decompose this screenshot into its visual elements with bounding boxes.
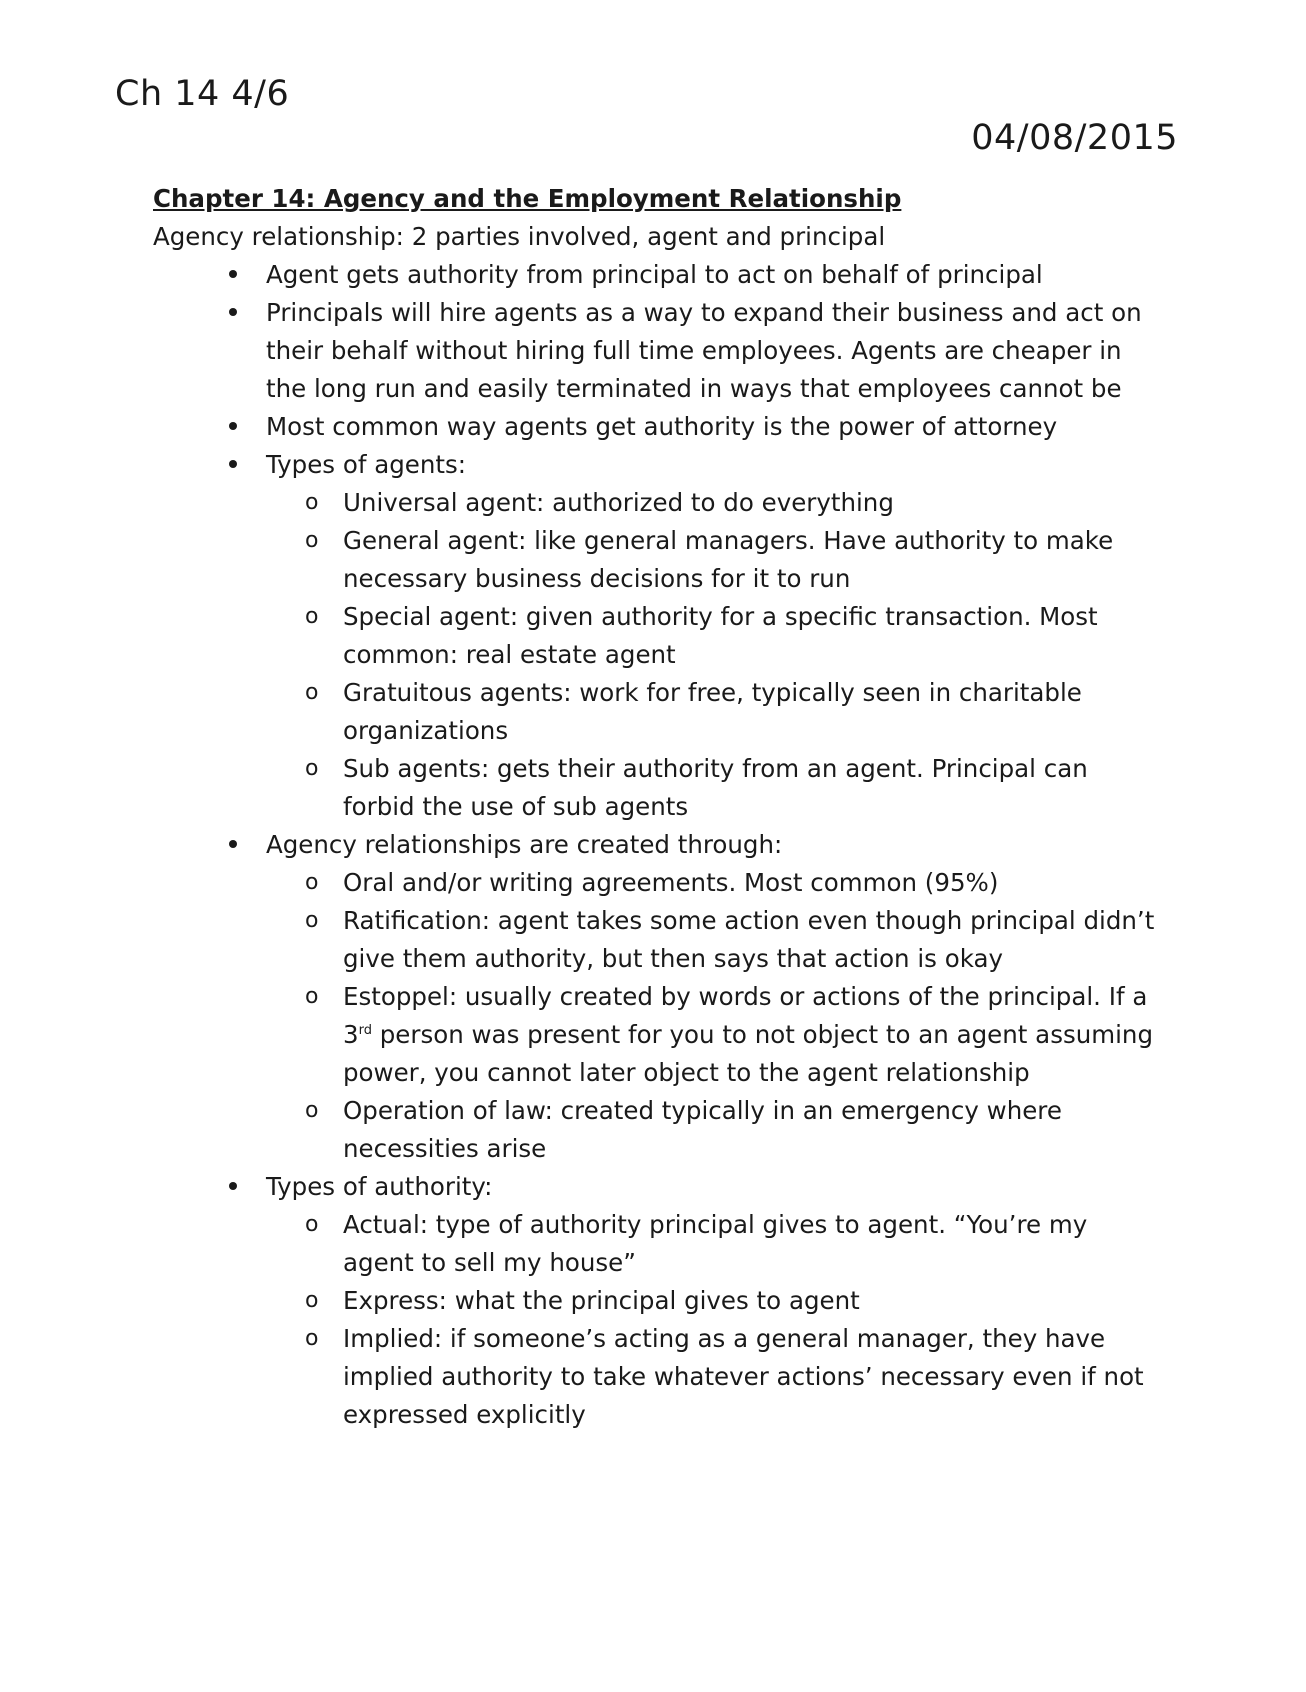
estoppel-text-start: Estoppel: usually created by words or actions of the principal. If a 3: [343, 982, 1148, 1049]
page-date: 04/08/2015: [971, 118, 1178, 158]
list-item-text: Principals will hire agents as a way to expand their business and act on their behalf without hiring full time employees. Agents are cheaper in the long run and easily terminated in ways that employees cannot be: [266, 298, 1142, 403]
sub-list-item: [305, 598, 1163, 674]
sub-list-item: [305, 1206, 1163, 1282]
circle-bullet-icon: o: [305, 1098, 319, 1123]
sub-list-item-text: Universal agent: authorized to do everything: [343, 488, 894, 517]
sub-list-item: [305, 674, 1163, 750]
sub-list-item-text: Ratification: agent takes some action even though principal didn’t give them authority, but then says that action is okay: [343, 906, 1155, 973]
list-item: [266, 826, 1163, 1168]
list-item-text: Agent gets authority from principal to act on behalf of principal: [266, 260, 1043, 289]
list-item: [266, 256, 1163, 294]
list-item: [266, 408, 1163, 446]
sub-list: [266, 484, 1163, 826]
circle-bullet-icon: o: [305, 1212, 319, 1237]
bullet-icon: [228, 826, 238, 864]
bullet-list: [153, 256, 1163, 1434]
ordinal-suffix: rd: [358, 1022, 372, 1038]
sub-list-item-text: Special agent: given authority for a specific transaction. Most common: real estate agent: [343, 602, 1098, 669]
sub-list-item: [305, 978, 1163, 1092]
sub-list-item: [305, 864, 1163, 902]
list-item: [266, 1168, 1163, 1434]
circle-bullet-icon: o: [305, 490, 319, 515]
sub-list-item: [305, 484, 1163, 522]
list-item: [266, 294, 1163, 408]
circle-bullet-icon: o: [305, 756, 319, 781]
chapter-title: Chapter 14: Agency and the Employment Relationship: [153, 184, 902, 213]
estoppel-text-end: person was present for you to not object to an agent assuming power, you cannot later object to the agent relationship: [343, 1020, 1154, 1087]
sub-list-item-text: [343, 982, 1153, 1087]
sub-list-item-text: Actual: type of authority principal gives to agent. “You’re my agent to sell my house”: [343, 1210, 1088, 1277]
sub-list-item-text: General agent: like general managers. Have authority to make necessary business decisions for it to run: [343, 526, 1114, 593]
circle-bullet-icon: o: [305, 680, 319, 705]
sub-list-item-text: Sub agents: gets their authority from an agent. Principal can forbid the use of sub agents: [343, 754, 1088, 821]
circle-bullet-icon: o: [305, 604, 319, 629]
sub-list-item-text: Operation of law: created typically in an emergency where necessities arise: [343, 1096, 1062, 1163]
circle-bullet-icon: o: [305, 1288, 319, 1313]
bullet-icon: [228, 446, 238, 484]
list-item: [266, 446, 1163, 826]
circle-bullet-icon: o: [305, 528, 319, 553]
circle-bullet-icon: o: [305, 870, 319, 895]
list-item-text: Types of agents:: [266, 450, 467, 479]
circle-bullet-icon: o: [305, 984, 319, 1009]
intro-text: Agency relationship: 2 parties involved, agent and principal: [153, 222, 886, 251]
sub-list-item-text: Express: what the principal gives to agent: [343, 1286, 860, 1315]
sub-list-item: [305, 1092, 1163, 1168]
sub-list-item: [305, 750, 1163, 826]
sub-list-item: [305, 1282, 1163, 1320]
bullet-icon: [228, 1168, 238, 1206]
list-item-text: Types of authority:: [266, 1172, 493, 1201]
sub-list-item-text: Implied: if someone’s acting as a general manager, they have implied authority to take whatever actions’ necessary even if not expressed explicitly: [343, 1324, 1144, 1429]
sub-list-item-text: Oral and/or writing agreements. Most common (95%): [343, 868, 999, 897]
page-header-title: Ch 14 4/6: [115, 74, 290, 114]
sub-list-item: [305, 902, 1163, 978]
circle-bullet-icon: o: [305, 908, 319, 933]
sub-list: [266, 864, 1163, 1168]
bullet-icon: [228, 294, 238, 332]
sub-list-item: [305, 1320, 1163, 1434]
circle-bullet-icon: o: [305, 1326, 319, 1351]
sub-list-item-text: Gratuitous agents: work for free, typically seen in charitable organizations: [343, 678, 1082, 745]
notes-content: [153, 180, 1163, 1434]
list-item-text: Most common way agents get authority is the power of attorney: [266, 412, 1058, 441]
sub-list: [266, 1206, 1163, 1434]
list-item-text: Agency relationships are created through:: [266, 830, 783, 859]
bullet-icon: [228, 256, 238, 294]
sub-list-item: [305, 522, 1163, 598]
bullet-icon: [228, 408, 238, 446]
